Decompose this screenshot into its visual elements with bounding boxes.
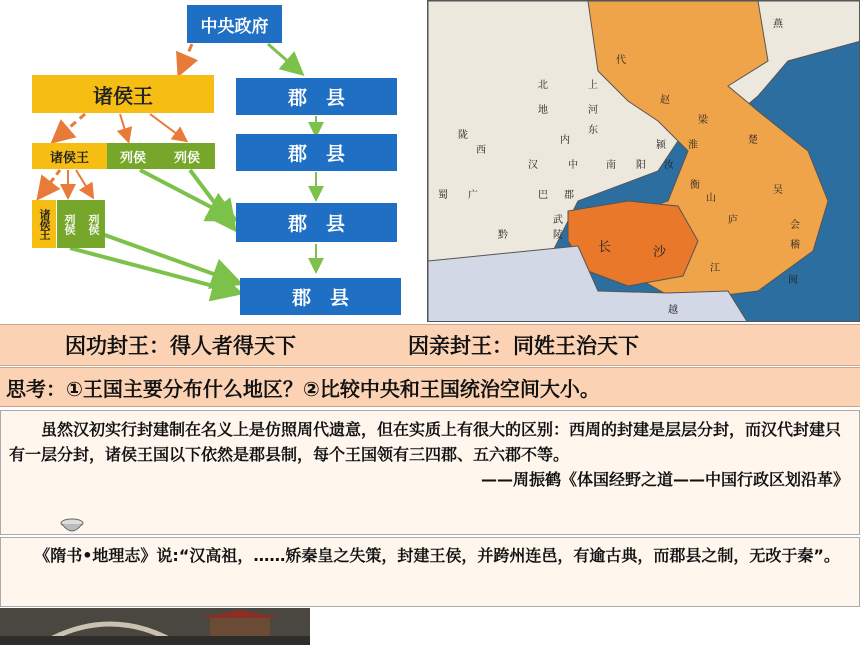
bridge-pavilion-image (0, 608, 310, 645)
commandery-box-1: 郡 县 (236, 78, 397, 115)
map-label-zhong: 中 (568, 160, 578, 171)
enfeoffment-principles-band (0, 324, 860, 366)
commandery-box-2: 郡 县 (236, 134, 397, 171)
arrow-prince-to-row2-3 (150, 114, 185, 140)
arrow-prince-to-row2-1 (55, 114, 85, 140)
arrow-central-to-prince (180, 44, 192, 72)
map-label-nei: 内 (560, 135, 570, 146)
map-label-huai: 淮 (688, 140, 698, 151)
han-dynasty-map (427, 0, 860, 322)
map-label-jiang: 江 (710, 263, 720, 274)
map-label-hui: 会 (790, 220, 800, 231)
suishu-quote-text: 《隋书•地理志》说:“汉高祖，……矫秦皇之失策，封建王侯，并跨州连邑，有逾古典，而郡县之制，无改于秦”。 (34, 546, 840, 565)
suishu-quote (0, 537, 860, 607)
row3-prince-box: 诸侯王 (32, 200, 56, 248)
commandery-box-4: 郡 县 (240, 278, 401, 315)
map-label-shan: 山 (706, 193, 716, 204)
map-label-min: 闽 (788, 275, 798, 286)
map-label-jun: 郡 (564, 190, 574, 201)
map-label-qian: 黔 (498, 230, 508, 241)
prince-box: 诸侯王 (32, 75, 214, 113)
arrow-prince-to-row2-2 (120, 114, 128, 140)
map-label-shang: 上 (588, 80, 598, 91)
map-label-shu: 蜀 (438, 190, 448, 201)
map-label-chang: 长 (598, 240, 612, 255)
map-label-he: 河 (588, 105, 598, 116)
arrow-row2-1-to-row3-1 (40, 170, 60, 196)
bowl-ornament-icon (60, 518, 84, 536)
commandery-box-3: 郡 县 (236, 203, 397, 242)
map-label-dong: 东 (588, 125, 598, 136)
zhou-zhenhe-quote (0, 410, 860, 535)
map-label-guang: 广 (468, 190, 478, 201)
discussion-question-text: 思考：①王国主要分布什么地区？②比较中央和王国统治空间大小。 (6, 376, 600, 401)
arrow-row3-2-to-com4 (70, 248, 236, 292)
central-government-box: 中央政府 (187, 5, 282, 43)
discussion-question-band (0, 367, 860, 407)
map-label-han: 汉 (528, 160, 538, 171)
map-label-ba: 巴 (538, 190, 548, 201)
merit-enfeoffment-text: 因功封王：得人者得天下 (65, 334, 296, 358)
map-label-wu: 吴 (773, 185, 783, 196)
kinship-enfeoffment-text: 因亲封王：同姓王治天下 (408, 334, 639, 358)
map-label-heng: 衡 (690, 180, 700, 191)
row3-marquis-box-2: 列侯 (81, 200, 105, 248)
map-label-yue: 越 (668, 305, 678, 316)
zhou-zhenhe-quote-text: 虽然汉初实行封建制在名义上是仿照周代遗意，但在实质上有很大的区别：西周的封建是层层分封，而汉代封建只有一层分封，诸侯王国以下依然是郡县制，每个王国领有三四郡、五六郡不等。 (9, 420, 842, 464)
map-label-ying: 颍 (656, 140, 666, 151)
row3-marquis-box-1: 列侯 (57, 200, 81, 248)
map-label-dai: 代 (616, 55, 626, 66)
feudal-diagram (0, 0, 425, 322)
map-label-xi: 西 (476, 145, 486, 156)
map-label-bei: 北 (538, 80, 548, 91)
map-label-chu: 楚 (748, 135, 758, 146)
map-label-ling: 陵 (553, 230, 563, 241)
map-label-lu: 庐 (728, 215, 738, 226)
row2-marquis-box-2: 列侯 (159, 143, 215, 169)
map-label-liang: 梁 (698, 115, 708, 126)
map-label-sha: 沙 (653, 245, 667, 260)
zhou-zhenhe-quote-source: ——周振鹤《体国经野之道——中国行政区划沿革》 (480, 470, 849, 489)
map-label-nan: 南 (606, 160, 616, 171)
row2-prince-box: 诸侯王 (32, 143, 107, 169)
map-label-yang: 阳 (636, 160, 646, 171)
map-label-zhao: 赵 (660, 95, 670, 106)
map-label-yan: 燕 (773, 19, 783, 30)
map-label-wuling: 武 (553, 215, 563, 226)
map-label-ru: 汝 (664, 160, 674, 171)
row2-marquis-box-1: 列侯 (107, 143, 159, 169)
map-label-long: 陇 (458, 130, 468, 141)
arrow-row2-1-to-row3-3 (76, 170, 92, 196)
arrow-central-to-commandery (268, 44, 300, 72)
map-label-ji: 稽 (790, 240, 800, 251)
map-label-di: 地 (538, 105, 548, 116)
